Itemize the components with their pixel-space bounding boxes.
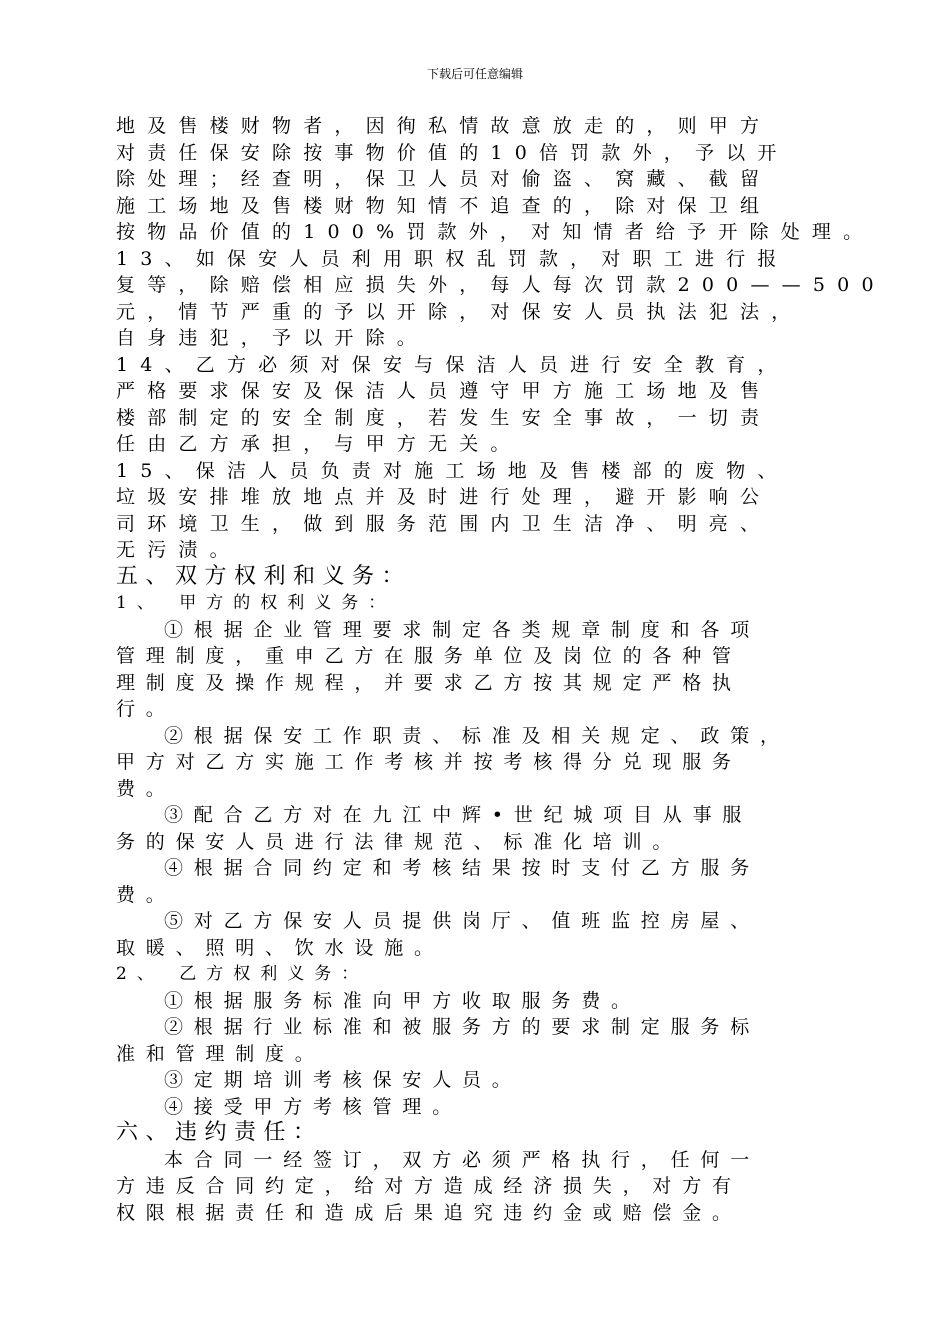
text-line: 方违反合同约定，给对方造成经济损失，对方有 — [116, 1175, 742, 1197]
text-line: ①根据企业管理要求制定各类规章制度和各项 — [164, 618, 761, 641]
text-line: 费。 — [116, 777, 176, 800]
text-line: ①根据服务标准向甲方收取服务费。 — [164, 989, 641, 1012]
text-line: 准和管理制度。 — [116, 1042, 325, 1065]
text-line: 除处理；经查明，保卫人员对偷盗、窝藏、截留 — [116, 168, 772, 190]
text-line: 本合同一经签订，双方必须严格执行，任何一 — [164, 1148, 761, 1171]
text-line: 行。 — [116, 698, 176, 720]
text-line: 管理制度，重申乙方在服务单位及岗位的各种管 — [116, 645, 742, 667]
text-line: 地及售楼财物者，因徇私情故意放走的，则甲方 — [116, 115, 772, 137]
page-header: 下载后可任意编辑 — [426, 67, 523, 81]
text-line: 取暖、照明、饮水设施。 — [116, 936, 444, 959]
text-line: ③配合乙方对在九江中辉•世纪城项目从事服 — [164, 804, 753, 826]
text-line: 13、如保安人员利用职权乱罚款，对职工进行报 — [116, 247, 789, 270]
text-line: ③定期培训考核保安人员。 — [164, 1069, 522, 1091]
text-line: 14、乙方必须对保安与保洁人员进行安全教育， — [116, 353, 789, 376]
text-line: 理制度及操作规程，并要求乙方按其规定严格执 — [116, 671, 742, 694]
text-line: 元，情节严重的予以开除，对保安人员执法犯法， — [116, 300, 803, 323]
text-line: ④根据合同约定和考核结果按时支付乙方服务 — [164, 857, 761, 879]
text-line: 无污渍。 — [116, 539, 241, 561]
text-line: 楼部制定的安全制度，若发生安全事故，一切责 — [116, 406, 772, 429]
section-heading: 六、违约责任： — [116, 1120, 323, 1145]
text-line: 甲方对乙方实施工作考核并按考核得分兑现服务 — [116, 751, 742, 773]
text-line: 权限根据责任和造成后果追究违约金或赔偿金。 — [116, 1201, 742, 1224]
text-line: ⑤对乙方保安人员提供岗厅、值班监控房屋、 — [164, 910, 761, 932]
text-line: ④接受甲方考核管理。 — [164, 1095, 463, 1118]
document-body — [116, 113, 886, 1226]
text-line: ②根据保安工作职责、标准及相关规定、政策， — [164, 724, 790, 747]
text-line: 按物品价值的100%罚款外，对知情者给予开除处理。 — [116, 221, 875, 243]
text-line: 严格要求保安及保洁人员遵守甲方施工场地及售 — [116, 380, 772, 402]
text-line: 垃圾安排堆放地点并及时进行处理，避开影响公 — [116, 486, 772, 508]
subsection-heading: 1、 甲方的权利义务： — [116, 593, 396, 613]
text-line: 司环境卫生，做到服务范围内卫生洁净、明亮、 — [116, 512, 772, 535]
text-line: 务的保安人员进行法律规范、标准化培训。 — [116, 830, 683, 853]
text-line: 15、保洁人员负责对施工场地及售楼部的废物、 — [116, 459, 789, 482]
text-line: ②根据行业标准和被服务方的要求制定服务标 — [164, 1016, 761, 1038]
text-line: 任由乙方承担，与甲方无关。 — [116, 433, 522, 455]
subsection-heading: 2、 乙方权利义务： — [116, 964, 369, 984]
text-line: 复等，除赔偿相应损失外，每人每次罚款200——500 — [116, 274, 886, 296]
section-heading: 五、双方权利和义务： — [116, 563, 412, 589]
text-line: 费。 — [116, 883, 176, 906]
text-line: 自身违犯，予以开除。 — [116, 327, 429, 349]
text-line: 施工场地及售楼财物知情不追查的，除对保卫组 — [116, 194, 772, 217]
text-line: 对责任保安除按事物价值的10倍罚款外，予以开 — [116, 141, 789, 164]
